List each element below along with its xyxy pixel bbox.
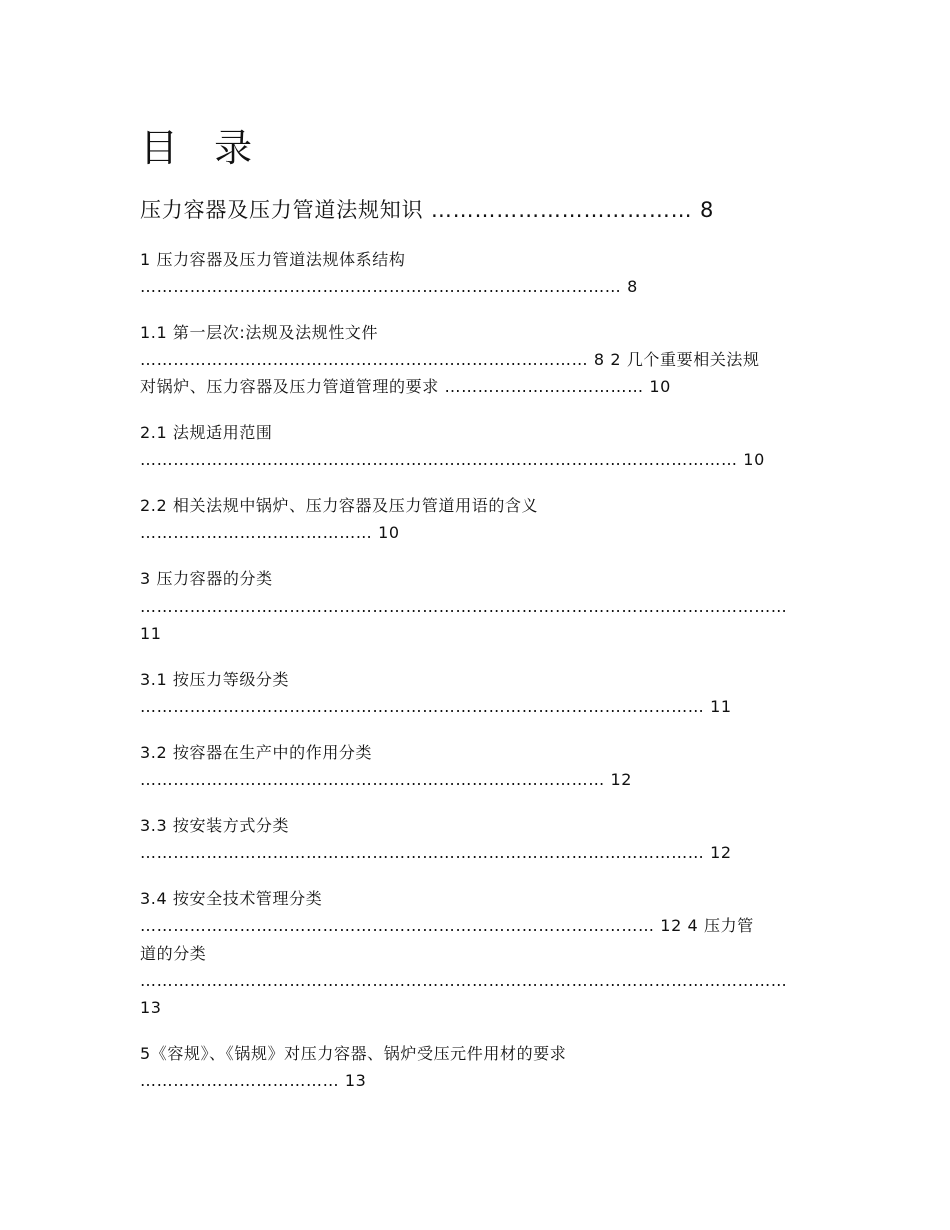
toc-line-leader: ………………………………………………………………………………………… 11 (140, 697, 732, 716)
toc-line-heading: 1 压力容器及压力管道法规体系结构 (140, 250, 406, 269)
toc-line-leader: ……………………………………………………………………………………………………… (140, 971, 788, 990)
toc-line-heading: 3.4 按安全技术管理分类 (140, 889, 323, 908)
toc-line-section: 压力容器及压力管道法规知识 ……………………………… 8 (140, 198, 715, 222)
toc-line-heading: 3.2 按容器在生产中的作用分类 (140, 743, 373, 762)
toc-line-heading: 1.1 第一层次:法规及法规性文件 (140, 323, 379, 342)
toc-line-page: 11 (140, 624, 162, 643)
toc-line-page: 13 (140, 998, 162, 1017)
toc-line-heading: 2.2 相关法规中锅炉、压力容器及压力管道用语的含义 (140, 496, 539, 515)
toc-line-leader: ………………………………………………………………………………… 12 4 压力管 (140, 916, 754, 935)
toc-line-heading: 道的分类 (140, 944, 207, 963)
toc-line-heading: 对锅炉、压力容器及压力管道管理的要求 ……………………………… 10 (140, 377, 671, 396)
toc-line-leader: ……………………………… 13 (140, 1071, 367, 1090)
toc-line-leader: ……………………………………………………………………………………………………… (140, 597, 788, 616)
toc-line-heading: 3.3 按安装方式分类 (140, 816, 290, 835)
toc-line-heading: 3 压力容器的分类 (140, 569, 273, 588)
toc-line-heading: 5《容规》、《锅规》对压力容器、锅炉受压元件用材的要求 (140, 1044, 567, 1063)
toc-line-leader: ………………………………………………………………………………………… 12 (140, 843, 732, 862)
toc-line-leader: …………………………………… 10 (140, 523, 400, 542)
toc-line-leader: …………………………………………………………………………… 8 (140, 277, 638, 296)
toc-line-heading: 3.1 按压力等级分类 (140, 670, 290, 689)
toc-line-leader: ………………………………………………………………………… 12 (140, 770, 633, 789)
toc-line-leader: ……………………………………………………………………… 8 2 几个重要相关法规 (140, 350, 760, 369)
toc-line-heading: 2.1 法规适用范围 (140, 423, 273, 442)
toc-heading: 目 录 (140, 126, 265, 170)
toc-line-leader: ……………………………………………………………………………………………… 10 (140, 450, 765, 469)
